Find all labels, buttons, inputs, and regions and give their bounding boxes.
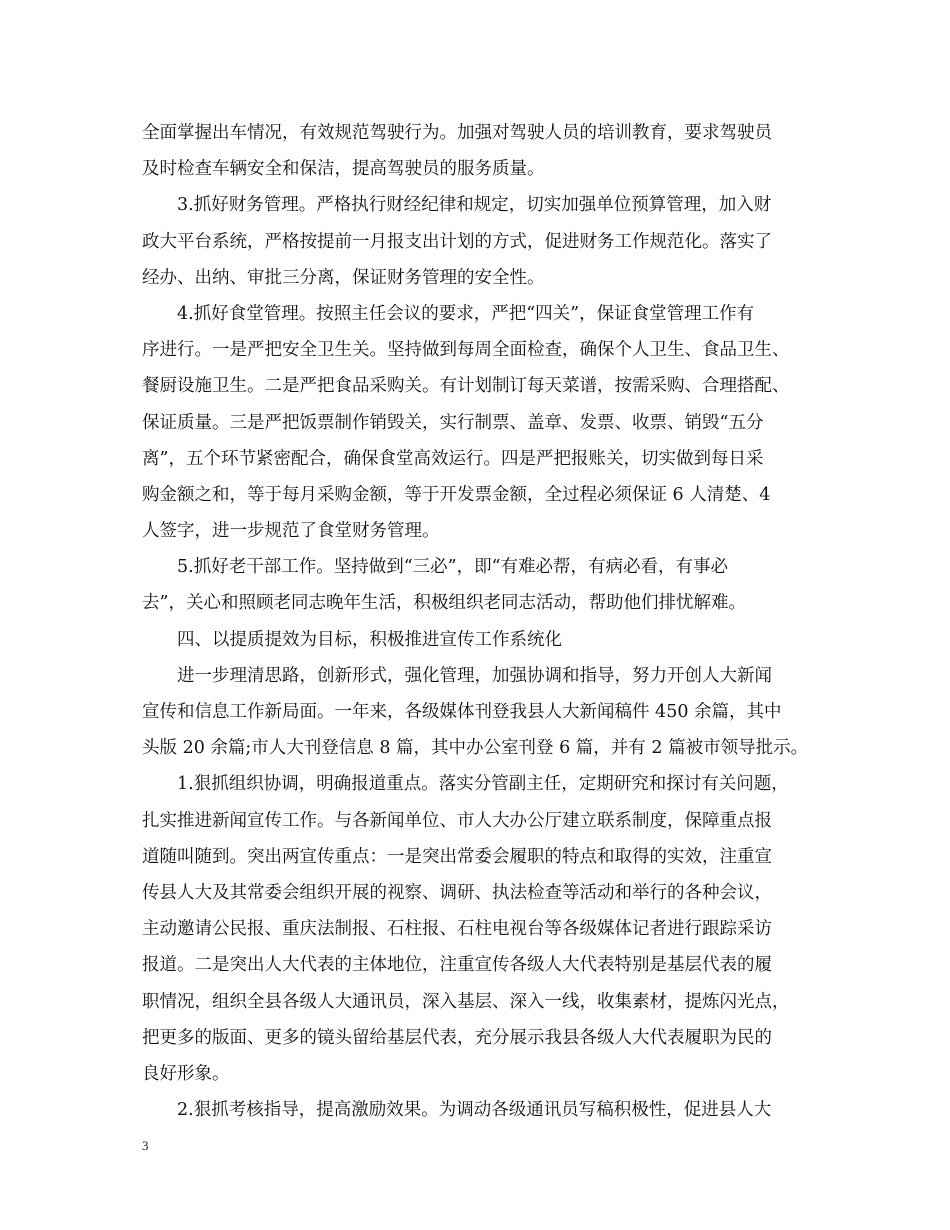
text-line: 进一步理清思路，创新形式，强化管理，加强协调和指导，努力开创人大新闻 bbox=[177, 665, 772, 686]
text-line: 职情况，组织全县各级人大通讯员，深入基层、深入一线，收集素材，提炼闪光点， bbox=[142, 991, 790, 1012]
text-line: 餐厨设施卫生。二是严把食品采购关。有计划制订每天菜谱，按需采购、合理搭配、 bbox=[142, 376, 790, 397]
page-number: 3 bbox=[142, 1138, 149, 1153]
text-line: 离”，五个环节紧密配合，确保食堂高效运行。四是严把报账关，切实做到每日采 bbox=[142, 448, 764, 469]
text-line: 序进行。一是严把安全卫生关。坚持做到每周全面检查，确保个人卫生、食品卫生、 bbox=[142, 340, 790, 361]
text-line: 3.抓好财务管理。严格执行财经纪律和规定，切实加强单位预算管理，加入财 bbox=[177, 195, 772, 216]
text-line: 扎实推进新闻宣传工作。与各新闻单位、市人大办公厅建立联系制度，保障重点报 bbox=[142, 810, 772, 831]
text-line: 传县人大及其常委会组织开展的视察、调研、执法检查等活动和举行的各种会议， bbox=[142, 882, 772, 903]
text-line: 2.狠抓考核指导，提高激励效果。为调动各级通讯员写稿积极性，促进县人大 bbox=[177, 1100, 772, 1121]
text-line: 4.抓好食堂管理。按照主任会议的要求，严把“四关”，保证食堂管理工作有 bbox=[177, 303, 755, 324]
text-line: 全面掌握出车情况，有效规范驾驶行为。加强对驾驶人员的培训教育，要求驾驶员 bbox=[142, 123, 772, 143]
text-line: 人签字，进一步规范了食堂财务管理。 bbox=[142, 521, 440, 542]
text-line: 报道。二是突出人大代表的主体地位，注重宣传各级人大代表特别是基层代表的履 bbox=[142, 955, 772, 976]
text-line: 去”，关心和照顾老同志晚年生活，积极组织老同志活动，帮助他们排忧解难。 bbox=[142, 593, 746, 614]
text-line: 保证质量。三是严把饭票制作销毁关，实行制票、盖章、发票、收票、销毁“五分 bbox=[142, 412, 764, 433]
text-line: 主动邀请公民报、重庆法制报、石柱报、石柱电视台等各级媒体记者进行跟踪采访 bbox=[142, 919, 772, 940]
text-line: 把更多的版面、更多的镜头留给基层代表，充分展示我县各级人大代表履职为民的 bbox=[142, 1027, 772, 1048]
text-line: 良好形象。 bbox=[142, 1063, 230, 1084]
body-text bbox=[142, 115, 824, 1128]
text-line: 宣传和信息工作新局面。一年来，各级媒体刊登我县人大新闻稿件 450 余篇，其中 bbox=[142, 702, 782, 722]
text-line: 四、以提质提效为目标，积极推进宣传工作系统化 bbox=[177, 629, 562, 650]
text-line: 政大平台系统，严格按提前一月报支出计划的方式，促进财务工作规范化。落实了 bbox=[142, 231, 772, 252]
text-line: 头版 20 余篇;市人大刊登信息 8 篇，其中办公室刊登 6 篇，并有 2 篇被市领导批示。 bbox=[142, 738, 809, 759]
text-line: 及时检查车辆安全和保洁，提高驾驶员的服务质量。 bbox=[142, 159, 545, 180]
text-line: 5.抓好老干部工作。坚持做到“三必”，即“有难必帮，有病必看，有事必 bbox=[177, 557, 729, 578]
text-line: 经办、出纳、审批三分离，保证财务管理的安全性。 bbox=[142, 267, 545, 288]
text-line: 购金额之和，等于每月采购金额，等于开发票金额，全过程必须保证 6 人清楚、4 bbox=[142, 484, 771, 505]
text-line: 道随叫随到。突出两宣传重点：一是突出常委会履职的特点和取得的实效，注重宣 bbox=[142, 846, 772, 867]
text-line: 1.狠抓组织协调，明确报道重点。落实分管副主任，定期研究和探讨有关问题， bbox=[177, 774, 789, 795]
